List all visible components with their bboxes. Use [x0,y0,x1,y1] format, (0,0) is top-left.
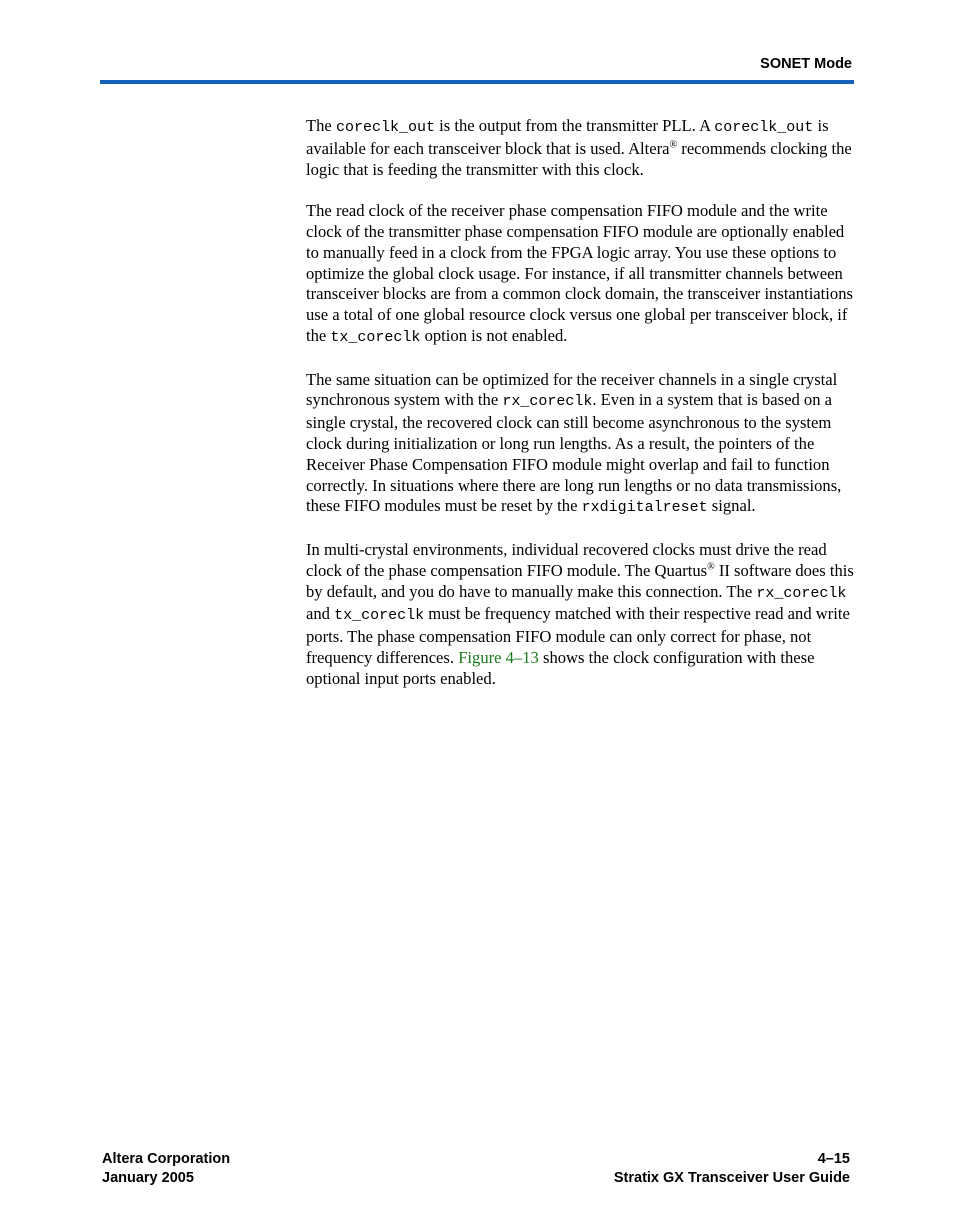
code-tx-coreclk: tx_coreclk [330,328,421,346]
registered-mark: ® [707,561,715,573]
code-coreclk-out: coreclk_out [335,119,435,136]
body-text [306,116,854,710]
figure-link[interactable]: Figure 4–13 [458,647,539,667]
header-rule [100,80,854,84]
text: II software does this by default, and you do have to manually make this connection. The [306,560,854,601]
registered-mark: ® [669,139,678,151]
paragraph-1 [306,116,854,180]
text: recommends clocking the logic that is feeding the transmitter with this clock. [306,138,852,179]
paragraph-3 [306,370,854,520]
text: The [306,116,336,135]
section-title: SONET Mode [760,56,852,72]
footer-company: Altera Corporation [102,1151,231,1167]
footer-page-number: 4–15 [817,1151,850,1167]
code-tx-coreclk: tx_coreclk [334,607,425,625]
footer-date: January 2005 [102,1170,194,1186]
text: is the output from the transmitter PLL. A [434,116,715,135]
footer-guide-title: Stratix GX Transceiver User Guide [613,1170,850,1186]
code-rx-coreclk: rx_coreclk [756,584,847,602]
code-rx-coreclk: rx_coreclk [502,393,593,411]
paragraph-4 [306,540,854,690]
text: The read clock of the receiver phase compensation FIFO module and the write clock of the transmitter phase compensation FIFO module are optionally enabled to manually feed in a clock from the FPGA logic array. You use these options to optimize the global clock usage. For instance, if all transmitter channels between transceiver blocks are from a common clock domain, the transceiver instantiations use a total of one global resource clock versus one global per transceiver block, if the [306,201,853,345]
text: is available for each transceiver block that is used. Altera [306,116,829,158]
text: shows the clock configuration with these optional input ports enabled. [306,647,815,688]
paragraph-2 [306,201,854,349]
code-coreclk-out: coreclk_out [714,119,814,136]
footer-left [102,1150,230,1188]
footer-right [614,1150,850,1188]
text: . Even in a system that is based on a single crystal, the recovered clock can still become asynchronous to the system clock during initialization or long run lengths. As a result, the pointers of the Receiver Phase Compensation FIFO module might overlap and fail to function correctly. In situations where there are long run lengths or no data transmissions, these FIFO modules must be reset by the [306,390,842,516]
text: In multi-crystal environments, individual recovered clocks must drive the read clock of the phase compensation FIFO module. The Quartus [306,539,827,580]
code-rxdigitalreset: rxdigitalreset [581,499,708,517]
text: The same situation can be optimized for the receiver channels in a single crystal synchronous system with the [306,369,838,410]
text: and [306,604,335,624]
text: signal. [707,496,756,516]
text: option is not enabled. [420,325,568,345]
text: must be frequency matched with their respective read and write ports. The phase compensation FIFO module can only correct for phase, not frequency differences. [306,604,850,667]
